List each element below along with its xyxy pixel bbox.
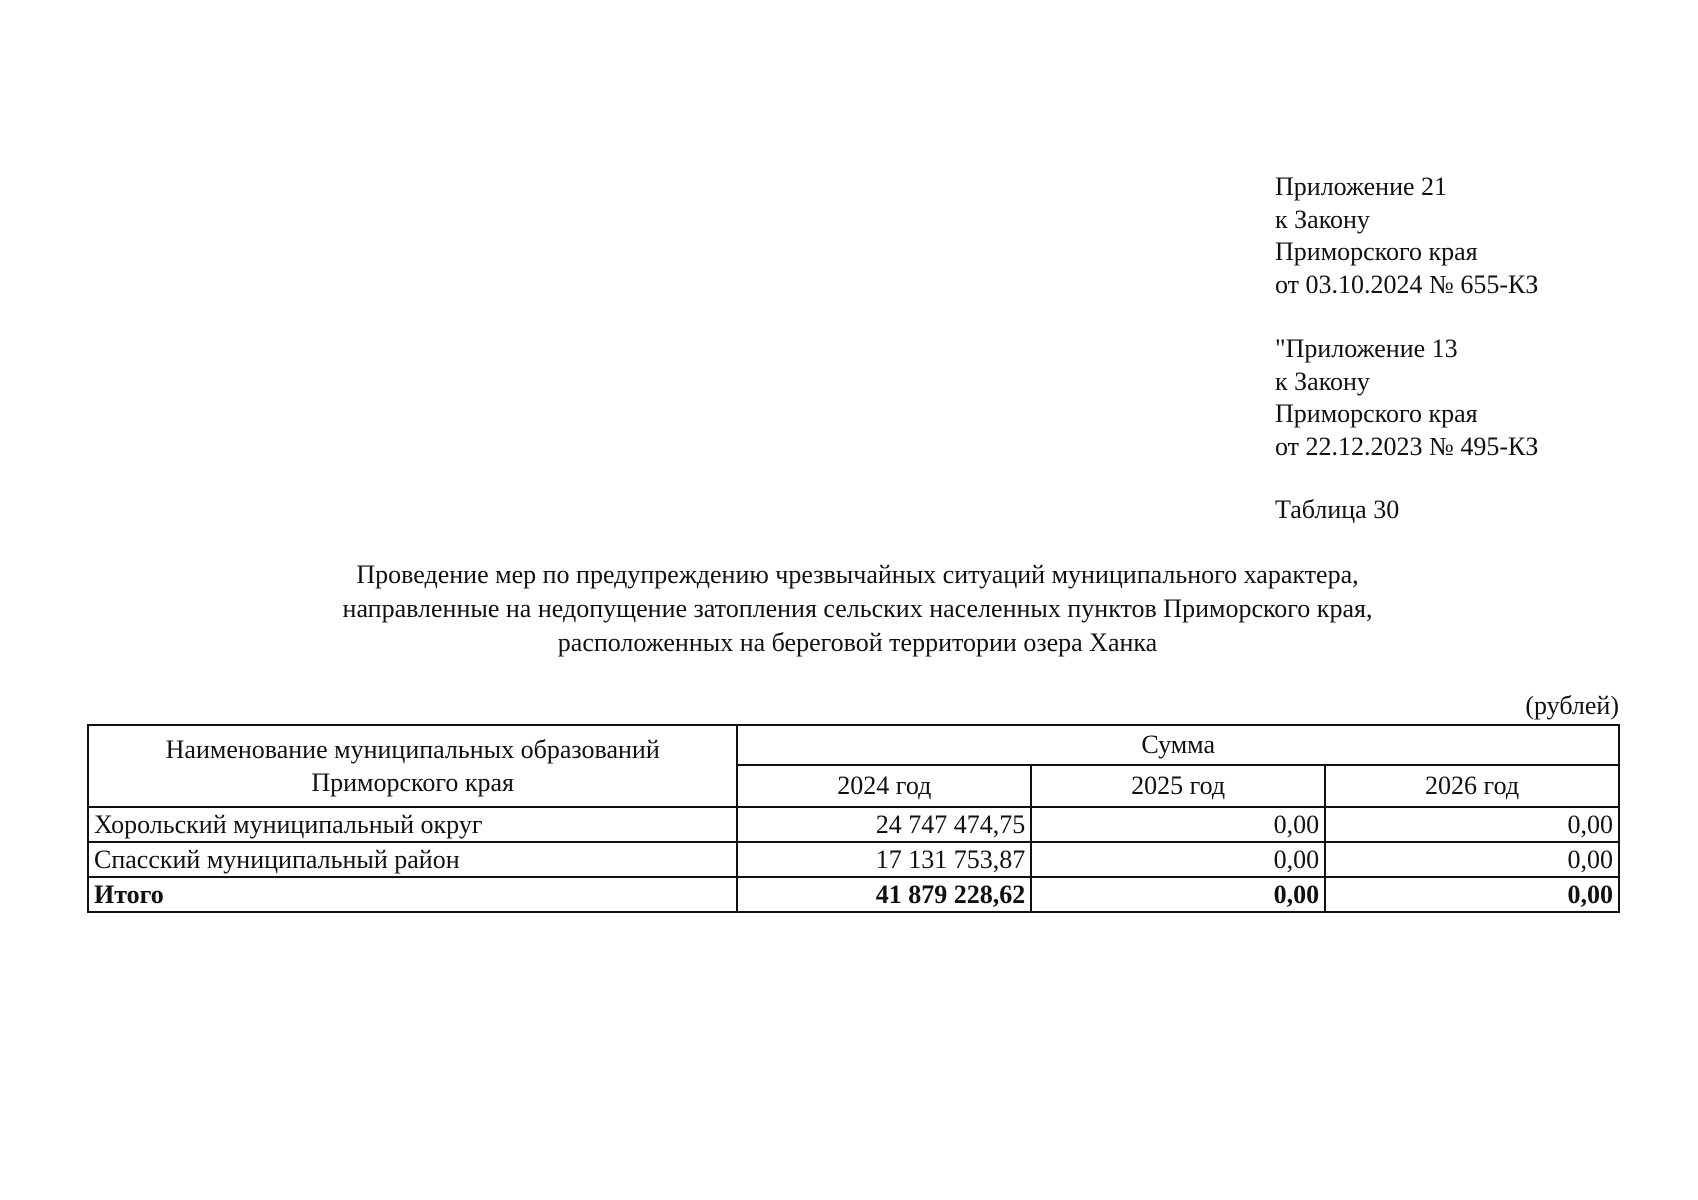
- amount-cell-2026: 0,00: [1325, 842, 1619, 877]
- total-amount-2026: 0,00: [1325, 877, 1619, 912]
- column-header-year: 2026 год: [1325, 765, 1619, 807]
- header-line: Наименование муниципальных образований: [165, 735, 660, 764]
- header-line: Приморского края: [311, 768, 515, 797]
- appendix-law-ref: к Закону: [1275, 366, 1370, 396]
- appendix-header-amended: [1275, 333, 1538, 463]
- column-header-year: 2024 год: [737, 765, 1031, 807]
- column-header-municipality: [88, 725, 737, 807]
- table-row: [88, 842, 1619, 877]
- column-header-year: 2025 год: [1031, 765, 1325, 807]
- appendix-date-number: от 03.10.2024 № 655-КЗ: [1275, 269, 1539, 299]
- table-total-row: [88, 877, 1619, 912]
- municipality-name-cell: Спасский муниципальный район: [88, 842, 737, 877]
- municipality-name-cell: Хорольский муниципальный округ: [88, 807, 737, 842]
- total-label-cell: Итого: [88, 877, 737, 912]
- appendix-number: Приложение 21: [1275, 172, 1448, 201]
- table-number: Таблица 30: [1275, 495, 1400, 524]
- appendix-law-ref: к Закону: [1275, 204, 1370, 234]
- amount-cell-2025: 0,00: [1031, 807, 1325, 842]
- title-line: Проведение мер по предупреждению чрезвычайных ситуаций муниципального характера,: [356, 560, 1359, 589]
- document-title: [180, 558, 1535, 660]
- appendix-region: Приморского края: [1275, 399, 1478, 428]
- title-line: расположенных на береговой территории озера Ханка: [557, 628, 1158, 657]
- table-row: [88, 807, 1619, 842]
- amount-cell-2025: 0,00: [1031, 842, 1325, 877]
- table-header-row: [88, 725, 1619, 765]
- column-header-sum: Сумма: [737, 725, 1619, 765]
- amount-cell-2026: 0,00: [1325, 807, 1619, 842]
- appendix-header-current: [1275, 171, 1538, 301]
- currency-units: (рублей): [1525, 691, 1619, 720]
- total-amount-2025: 0,00: [1031, 877, 1325, 912]
- appendix-date-number: от 22.12.2023 № 495-КЗ: [1275, 431, 1539, 461]
- title-line: направленные на недопущение затопления сельских населенных пунктов Приморского края,: [342, 594, 1373, 623]
- appendix-number: "Приложение 13: [1275, 334, 1458, 363]
- appendix-region: Приморского края: [1275, 237, 1478, 266]
- amount-cell-2024: 17 131 753,87: [737, 842, 1031, 877]
- amount-cell-2024: 24 747 474,75: [737, 807, 1031, 842]
- total-amount-2024: 41 879 228,62: [737, 877, 1031, 912]
- budget-table: [87, 724, 1620, 913]
